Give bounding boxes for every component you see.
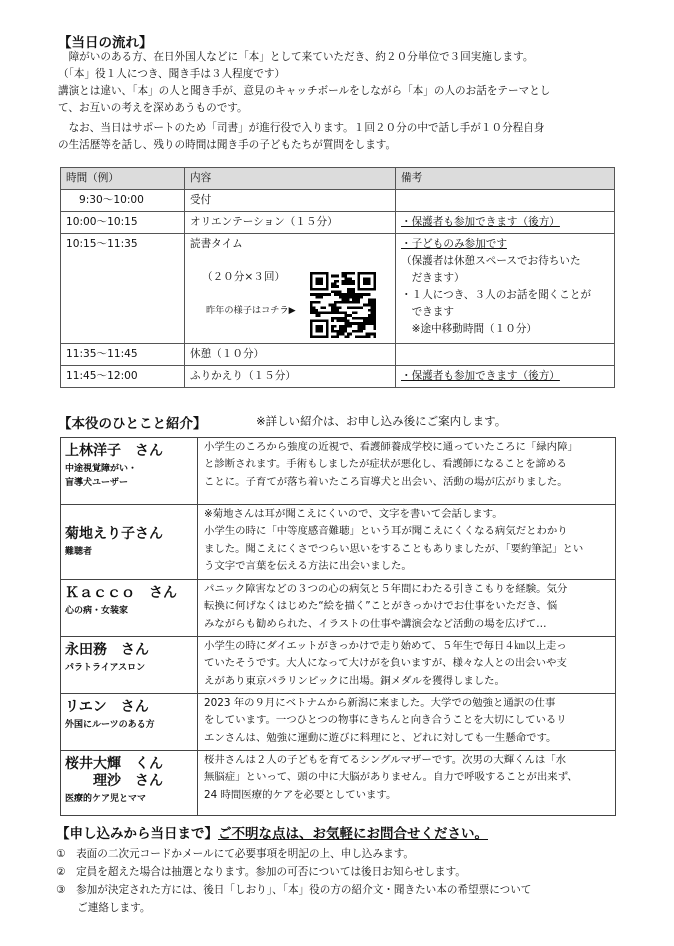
person-role: 外国にルーツのある方 xyxy=(65,720,155,730)
schedule-row xyxy=(61,344,615,366)
desc-line: ました。聞こえにくさでつらい思いをすることもありましたが、「要約筆記」とい xyxy=(204,542,584,555)
person-name-cell xyxy=(61,505,198,580)
flow-paragraph-2: （「本」役１人につき、聞き手は３人程度です） xyxy=(58,68,286,80)
person-name: Ｋａｃｃｏ さん xyxy=(65,585,177,601)
schedule-notes xyxy=(396,344,615,366)
apply-item: ③ 参加が決定された方には、後日「しおり」、「本」役の方の紹介文・聞きたい本の希望票について xyxy=(56,884,532,896)
schedule-header-row xyxy=(61,168,615,190)
desc-line: みながらも勧められた、イラストの仕事や講演会など活動の場を広げて… xyxy=(204,617,547,630)
desc-line: 転換に何げなくはじめた“絵を描く”ことがきっかけでお仕事をいただき、悩 xyxy=(204,600,558,613)
schedule-notes xyxy=(396,190,615,212)
reading-sub: （２０分×３回） xyxy=(202,271,286,283)
apply-item: ② 定員を超えた場合は抽選となります。参加の可否については後日お知らせします。 xyxy=(56,866,466,878)
note-line: ・保護者も参加できます（後方） xyxy=(401,370,560,382)
desc-line: ていたそうです。大人になって大けがを負いますが、様々な人との出会いや支 xyxy=(204,657,567,670)
desc-line: パニック障害などの３つの心の病気と５年間にわたる引きこもりを経験。気分 xyxy=(204,583,568,595)
schedule-row xyxy=(61,190,615,212)
desc-line: と診断されます。手術もしましたが症状が悪化し、看護師になることを諦める xyxy=(204,458,567,471)
note-line: できます xyxy=(401,306,454,318)
schedule-row xyxy=(61,212,615,234)
desc-line: 小学生の時にダイエットがきっかけで走り始めて、５年生で毎日４㎞以上走っ xyxy=(204,640,567,652)
desc-line: ※菊地さんは耳が聞こえにくいので、文字を書いて会話します。 xyxy=(204,508,503,520)
desc-line: 小学生の時に「中等度感音難聴」という耳が聞こえにくくなる病気だとわかり xyxy=(204,525,568,538)
apply-heading-note: ご不明な点は、お気軽にお問合せください。 xyxy=(218,826,488,842)
desc-line: 桜井さんは２人の子どもを育てるシングルマザーです。次男の大輝くんは「水 xyxy=(204,754,567,766)
desc-line: をしています。一つひとつの物事にきちんと向き合うことを大切にしているリ xyxy=(204,714,567,727)
flow-heading: 【当日の流れ】 xyxy=(58,35,153,51)
person-description xyxy=(198,751,616,816)
person-row xyxy=(61,580,616,637)
person-name: 永田務 さん xyxy=(65,642,149,658)
flow-paragraph-4: て、お互いの考えを深めあうものです。 xyxy=(58,102,248,114)
qr-caption: 昨年の様子はコチラ▶ xyxy=(206,305,296,316)
people-table xyxy=(60,437,616,816)
person-role: パラトライアスロン xyxy=(65,663,146,673)
person-row xyxy=(61,505,616,580)
people-heading: 【本役のひとこと紹介】 xyxy=(58,416,207,432)
flow-paragraph-3: 講演とは違い、「本」の人と聞き手が、意見のキャッチボールをしながら「本」の人のお話をテーマとし xyxy=(58,85,551,97)
schedule-time: 10:15～11:35 xyxy=(61,234,185,344)
flow-paragraph-5: なお、当日はサポートのため「司書」が進行役で入ります。１回２０分の中で話し手が１０分程自身 xyxy=(58,122,545,134)
schedule-notes xyxy=(396,212,615,234)
note-line: ・子どものみ参加です xyxy=(401,238,507,250)
header-notes: 備考 xyxy=(396,168,615,190)
person-name-cell xyxy=(61,438,198,505)
schedule-content: 休憩（１０分） xyxy=(185,344,396,366)
note-line: ※途中移動時間（１０分） xyxy=(401,323,538,335)
desc-line: 2023 年の９月にベトナムから新潟に来ました。大学での勉強と通訳の仕事 xyxy=(204,697,556,709)
header-time: 時間（例） xyxy=(61,168,185,190)
person-description xyxy=(198,637,616,694)
person-role: 盲導犬ユーザー xyxy=(65,478,129,488)
header-content: 内容 xyxy=(185,168,396,190)
schedule-row xyxy=(61,366,615,388)
desc-line: エンさんは、勉強に運動に遊びに料理にと、どれに対しても一生懸命です。 xyxy=(204,731,557,744)
person-name: リエン さん xyxy=(65,699,149,715)
person-role: 難聴者 xyxy=(65,547,93,557)
desc-line: 小学生のころから強度の近視で、看護師養成学校に通っていたころに「緑内障」 xyxy=(204,441,578,453)
apply-heading-title: 【申し込みから当日まで】 xyxy=(56,826,218,842)
reading-label: 読書タイム xyxy=(190,238,243,250)
person-name-second: 理沙 さん xyxy=(93,773,163,789)
person-row xyxy=(61,751,616,816)
person-name: 上林洋子 さん xyxy=(65,443,163,459)
person-name: 桜井大輝 くん xyxy=(65,756,163,772)
person-description xyxy=(198,580,616,637)
note-line: ・１人につき、３人のお話を聞くことが xyxy=(401,289,592,301)
note-line: ・保護者も参加できます（後方） xyxy=(401,216,560,228)
apply-item: ご連絡します。 xyxy=(56,902,151,914)
schedule-time: 9:30～10:00 xyxy=(61,190,185,212)
person-row xyxy=(61,694,616,751)
person-name: 菊地えり子さん xyxy=(65,526,163,542)
person-row xyxy=(61,637,616,694)
person-description xyxy=(198,694,616,751)
person-role: 心の病・女装家 xyxy=(65,606,129,616)
note-line: だきます） xyxy=(401,272,465,284)
schedule-time: 11:35～11:45 xyxy=(61,344,185,366)
qr-code-icon[interactable] xyxy=(310,272,376,338)
schedule-content: オリエンテーション（１５分） xyxy=(185,212,396,234)
flow-paragraph-1: 障がいのある方、在日外国人などに「本」として来ていただき、約２０分単位で３回実施します。 xyxy=(58,51,534,63)
apply-item: ① 表面の二次元コードかメールにて必要事項を明記の上、申し込みます。 xyxy=(56,848,415,860)
person-description xyxy=(198,438,616,505)
person-description xyxy=(198,505,616,580)
person-name-cell xyxy=(61,637,198,694)
desc-line: ことに。子育てが落ち着いたころ盲導犬と出会い、活動の場が広がりました。 xyxy=(204,475,568,488)
person-name-cell xyxy=(61,751,198,816)
schedule-content: ふりかえり（１５分） xyxy=(185,366,396,388)
schedule-time: 11:45～12:00 xyxy=(61,366,185,388)
flow-paragraph-6: の生活歴等を話し、残りの時間は聞き手の子どもたちが質問をします。 xyxy=(58,139,397,151)
person-name-cell xyxy=(61,580,198,637)
person-role: 医療的ケア児とママ xyxy=(65,794,147,804)
schedule-notes xyxy=(396,366,615,388)
schedule-content: 受付 xyxy=(185,190,396,212)
schedule-time: 10:00～10:15 xyxy=(61,212,185,234)
apply-heading xyxy=(56,822,488,842)
desc-line: 無脳症」といって、頭の中に大脳がありません。自力で呼吸することが出来ず、 xyxy=(204,771,578,784)
person-name-cell xyxy=(61,694,198,751)
people-note: ※詳しい紹介は、お申し込み後にご案内します。 xyxy=(256,414,507,428)
person-row xyxy=(61,438,616,505)
desc-line: 24 時間医療的ケアを必要としています。 xyxy=(204,788,397,801)
desc-line: う文字で言葉を伝える方法に出会いました。 xyxy=(204,559,412,572)
note-line: （保護者は休憩スペースでお待ちいた xyxy=(401,255,581,267)
schedule-notes xyxy=(396,234,615,344)
person-role: 中途視覚障がい・ xyxy=(65,464,138,474)
desc-line: えがあり東京パラリンピックに出場。銅メダルを獲得しました。 xyxy=(204,674,505,687)
